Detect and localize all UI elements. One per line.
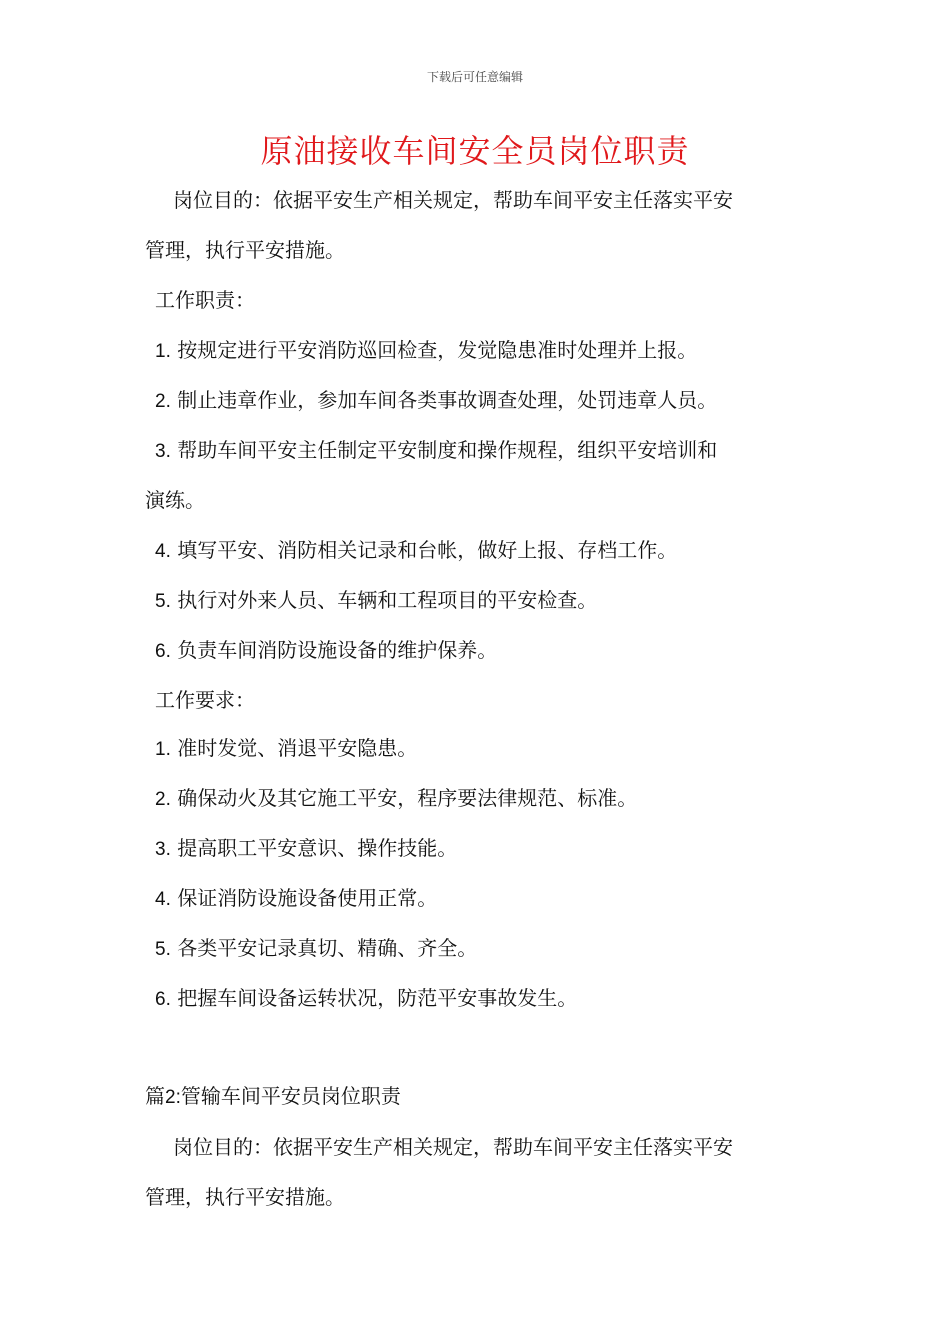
duty-item (145, 335, 835, 367)
duty-text: 制止违章作业，参加车间各类事故调查处理，处罚违章人员。 (177, 388, 718, 412)
requirement-item (145, 983, 835, 1015)
requirement-item (145, 883, 835, 915)
requirement-item (145, 833, 835, 865)
duty-item (145, 585, 835, 617)
section-2-purpose-line-1: 岗位目的：依据平安生产相关规定，帮助车间平安主任落实平安 (173, 1135, 733, 1159)
section-2-heading (145, 1081, 825, 1113)
duty-text: 负责车间消防设施设备的维护保养。 (177, 638, 498, 662)
requirement-text: 准时发觉、消退平安隐患。 (177, 736, 418, 760)
requirement-number: 6. (155, 989, 171, 1010)
section-2-title: 管输车间平安员岗位职责 (180, 1084, 401, 1108)
requirements-heading: 工作要求： (155, 688, 255, 712)
requirement-text: 确保动火及其它施工平安，程序要法律规范、标准。 (177, 786, 638, 810)
requirement-number: 3. (155, 839, 171, 860)
section-2-number: 2: (165, 1087, 181, 1108)
duty-item-continuation: 演练。 (145, 488, 205, 512)
duty-number: 6. (155, 641, 171, 662)
duty-number: 2. (155, 391, 171, 412)
duty-text: 按规定进行平安消防巡回检查，发觉隐患准时处理并上报。 (177, 338, 698, 362)
requirement-text: 各类平安记录真切、精确、齐全。 (177, 936, 478, 960)
duty-item (145, 535, 835, 567)
duty-text: 填写平安、消防相关记录和台帐，做好上报、存档工作。 (177, 538, 678, 562)
duty-number: 3. (155, 441, 171, 462)
requirement-item (145, 933, 835, 965)
requirement-item (145, 733, 835, 765)
purpose-line-2: 管理，执行平安措施。 (145, 238, 345, 262)
requirement-number: 2. (155, 789, 171, 810)
duty-text: 帮助车间平安主任制定平安制度和操作规程，组织平安培训和 (177, 438, 718, 462)
document-title: 原油接收车间安全员岗位职责 (260, 132, 690, 170)
duty-text: 执行对外来人员、车辆和工程项目的平安检查。 (177, 588, 598, 612)
duties-heading: 工作职责： (155, 288, 255, 312)
section-2-prefix: 篇 (145, 1084, 165, 1108)
requirement-number: 4. (155, 889, 171, 910)
requirement-text: 提高职工平安意识、操作技能。 (177, 836, 458, 860)
duty-item (145, 635, 835, 667)
duty-item (145, 385, 835, 417)
requirement-number: 5. (155, 939, 171, 960)
requirement-number: 1. (155, 739, 171, 760)
purpose-line-1: 岗位目的：依据平安生产相关规定，帮助车间平安主任落实平安 (173, 188, 733, 212)
section-2-purpose-line-2: 管理，执行平安措施。 (145, 1185, 345, 1209)
requirement-text: 把握车间设备运转状况，防范平安事故发生。 (177, 986, 578, 1010)
duty-number: 5. (155, 591, 171, 612)
duty-number: 1. (155, 341, 171, 362)
duty-number: 4. (155, 541, 171, 562)
header-note: 下载后可任意编辑 (426, 70, 523, 84)
requirement-text: 保证消防设施设备使用正常。 (177, 886, 438, 910)
duty-item (145, 435, 835, 467)
requirement-item (145, 783, 835, 815)
